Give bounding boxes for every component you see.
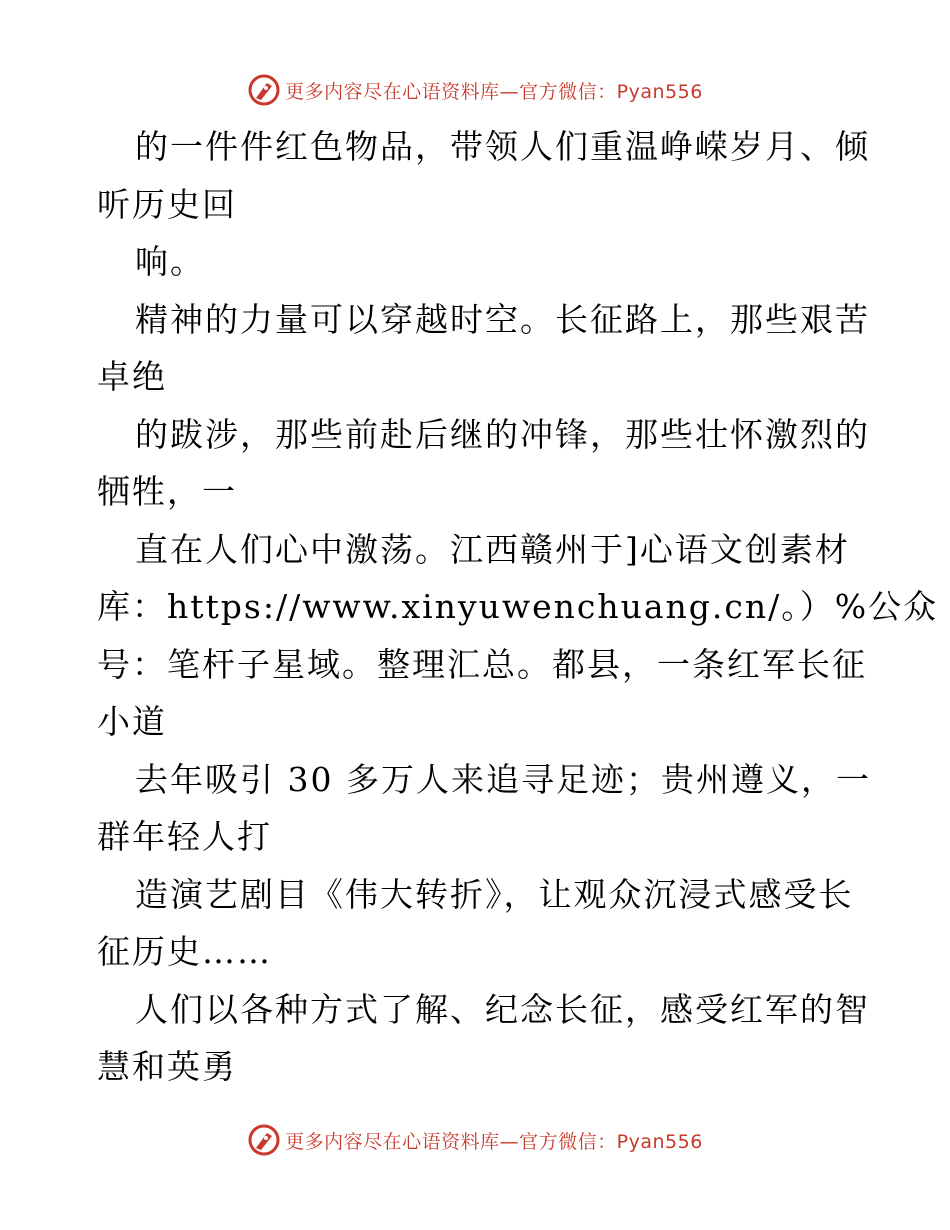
- text-line: 造演艺剧目《伟大转折》，让观众沉浸式感受长: [135, 874, 854, 914]
- text-line: 慧和英勇: [97, 1047, 237, 1086]
- text-line: 群年轻人打: [97, 817, 272, 856]
- text-line: 的跋涉，那些前赴后继的冲锋，那些壮怀激烈的: [135, 414, 870, 454]
- text-line: 牺牲，一: [97, 472, 237, 511]
- footer-banner-inner: [247, 1123, 703, 1157]
- footer-banner-text: 更多内容尽在心语资料库—官方微信：Pyan556: [285, 1130, 703, 1153]
- text-line: 小道: [97, 702, 167, 741]
- header-banner-inner: [247, 73, 703, 107]
- text-line: 精神的力量可以穿越时空。长征路上，那些艰苦: [135, 299, 870, 339]
- text-line: 响。: [135, 242, 205, 281]
- text-line: 卓绝: [97, 357, 167, 396]
- pen-nib-circle-icon: [247, 1123, 281, 1157]
- text-line: 的一件件红色物品，带领人们重温峥嵘岁月、倾: [135, 127, 870, 166]
- text-line: 号：笔杆子星域。整理汇总。都县，一条红军长征: [97, 644, 867, 684]
- text-line: 直在人们心中激荡。江西赣州于]心语文创素材: [135, 529, 850, 569]
- header-banner: [0, 70, 950, 110]
- header-banner-text: 更多内容尽在心语资料库—官方微信：Pyan556: [285, 80, 703, 103]
- text-line: 听历史回: [97, 184, 237, 224]
- pen-nib-circle-icon: [247, 73, 281, 107]
- text-line: 征历史……: [97, 932, 272, 971]
- text-line: 库：https://www.xinyuwenchuang.cn/。）%公众: [97, 587, 939, 626]
- footer-banner: [0, 1120, 950, 1160]
- text-line: 人们以各种方式了解、纪念长征，感受红军的智: [135, 989, 870, 1029]
- document-body: [97, 118, 939, 1096]
- text-line: 去年吸引 30 多万人来追寻足迹；贵州遵义，一: [135, 759, 871, 799]
